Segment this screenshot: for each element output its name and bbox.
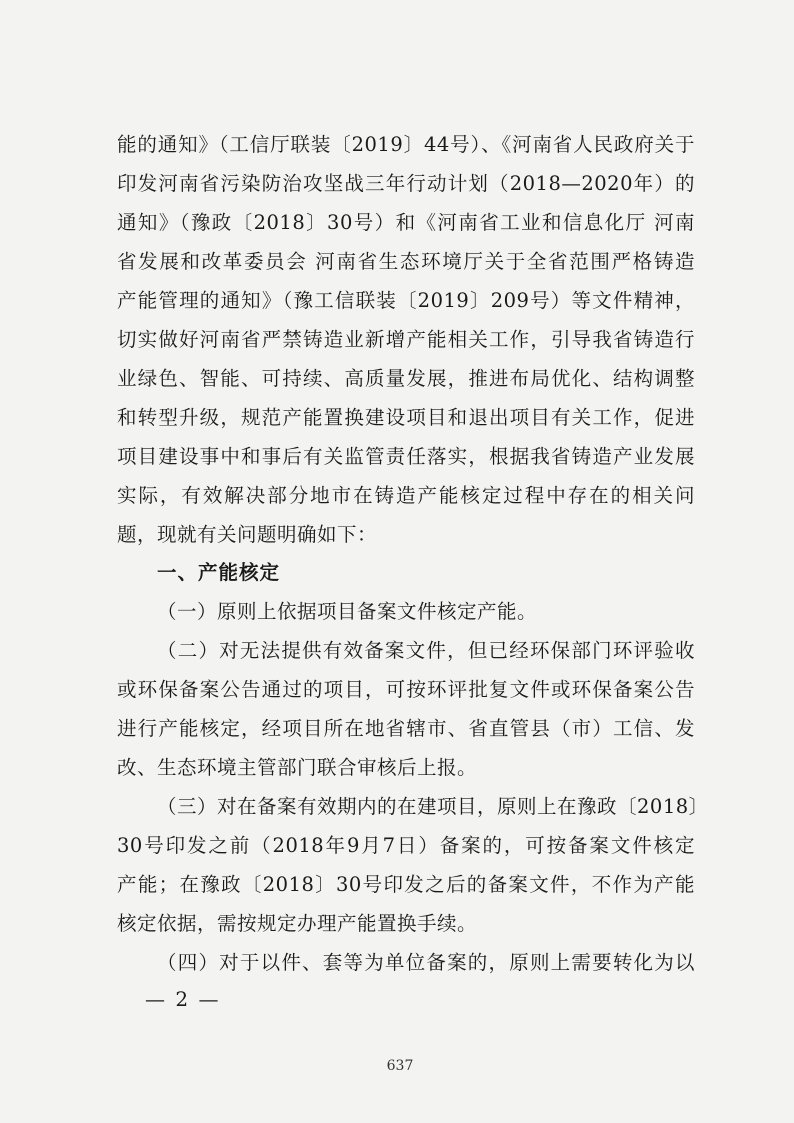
body-line: 业绿色、智能、可持续、高质量发展，推进布局优化、结构调整 [117, 367, 695, 390]
item-2-line: 进行产能核定，经项目所在地省辖市、省直管县（市）工信、发 [117, 717, 695, 740]
body-line: 能的通知》（工信厅联装〔2019〕44号）、《河南省人民政府关于 [117, 133, 695, 156]
item-3-line: 核定依据，需按规定办理产能置换手续。 [117, 912, 478, 935]
body-line: 通知》（豫政〔2018〕30号）和《河南省工业和信息化厅 河南 [117, 211, 695, 234]
body-line: 项目建设事中和事后有关监管责任落实，根据我省铸造产业发展 [117, 445, 695, 468]
archive-number: 637 [386, 1058, 414, 1074]
item-3-line: （三）对在备案有效期内的在建项目，原则上在豫政〔2018〕 [157, 795, 709, 818]
item-3-line: 30号印发之前（2018年9月7日）备案的，可按备案文件核定 [117, 834, 695, 857]
item-3-line: 产能；在豫政〔2018〕30号印发之后的备案文件，不作为产能 [117, 873, 695, 896]
body-line: 实际，有效解决部分地市在铸造产能核定过程中存在的相关问 [117, 484, 695, 507]
body-line: 和转型升级，规范产能置换建设项目和退出项目有关工作，促进 [117, 406, 695, 429]
item-2-line: （二）对无法提供有效备案文件，但已经环保部门环评验收 [157, 639, 695, 662]
body-line: 产能管理的通知》（豫工信联装〔2019〕209号）等文件精神， [117, 289, 695, 312]
page-number: — 2 — [145, 987, 221, 1011]
item-2-line: 改、生态环境主管部门联合审核后上报。 [117, 756, 478, 779]
body-line: 切实做好河南省严禁铸造业新增产能相关工作，引导我省铸造行 [117, 328, 695, 351]
body-line: 题，现就有关问题明确如下： [117, 523, 378, 546]
body-line: 印发河南省污染防治攻坚战三年行动计划（2018—2020年）的 [117, 172, 695, 195]
body-line: 省发展和改革委员会 河南省生态环境厅关于全省范围严格铸造 [117, 250, 695, 273]
section-heading: 一、产能核定 [157, 561, 281, 584]
item-4-line: （四）对于以件、套等为单位备案的，原则上需要转化为以 [157, 951, 695, 974]
item-1: （一）原则上依据项目备案文件核定产能。 [157, 600, 538, 623]
item-2-line: 或环保备案公告通过的项目，可按环评批复文件或环保备案公告 [117, 678, 695, 701]
